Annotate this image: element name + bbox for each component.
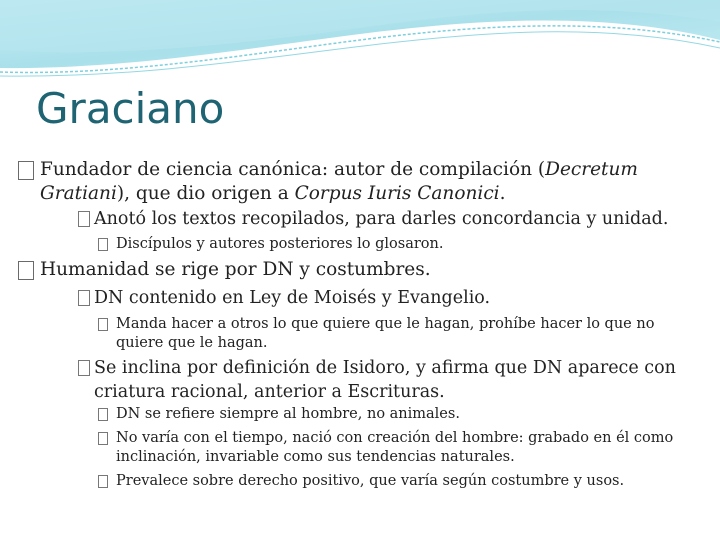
bullet-box-icon [78,290,90,306]
bullet-text: DN contenido en Ley de Moisés y Evangelio. [94,288,491,308]
bullet-box-icon [98,408,108,421]
bullet-box-icon [98,318,108,331]
bullet-text: Fundador de ciencia canónica: autor de compilación (Decretum Gratiani), que dio origen a Corpus Iuris Canonici. [40,159,638,204]
bullet-text: Se inclina por definición de Isidoro, y afirma que DN aparece con criatura racional, anterior a Escrituras. [94,358,676,402]
bullet-isidoro [78,356,714,404]
bullet-prevalece [98,472,696,491]
bullet-box-icon [18,161,34,180]
bullet-fundador [18,158,720,206]
slide-title: Graciano [36,84,225,133]
bullet-text: Anotó los textos recopilados, para darles concordancia y unidad. [94,209,669,229]
bullet-box-icon [78,360,90,376]
bullet-dn-contenido [78,286,714,310]
bullet-anoto [78,207,714,231]
wave-decoration [0,0,720,80]
bullet-humanidad [18,258,720,282]
bullet-text: No varía con el tiempo, nació con creación del hombre: grabado en él como inclinación, invariable como sus tendencias naturales. [116,430,674,465]
bullet-discipulos [98,235,696,254]
bullet-box-icon [18,261,34,280]
bullet-box-icon [98,432,108,445]
bullet-text: DN se refiere siempre al hombre, no animales. [116,406,460,422]
bullet-text: Discípulos y autores posteriores lo glosaron. [116,236,444,252]
bullet-box-icon [98,475,108,488]
bullet-text: Manda hacer a otros lo que quiere que le hagan, prohíbe hacer lo que no quiere que le hagan. [116,316,655,351]
bullet-no-varia [98,429,696,467]
bullet-text: Humanidad se rige por DN y costumbres. [40,259,431,280]
bullet-box-icon [98,238,108,251]
header-wave-band [0,0,720,80]
bullet-dn-hombre [98,405,696,424]
bullet-text: Prevalece sobre derecho positivo, que varía según costumbre y usos. [116,473,625,489]
bullet-box-icon [78,211,90,227]
bullet-manda-hacer [98,315,696,353]
